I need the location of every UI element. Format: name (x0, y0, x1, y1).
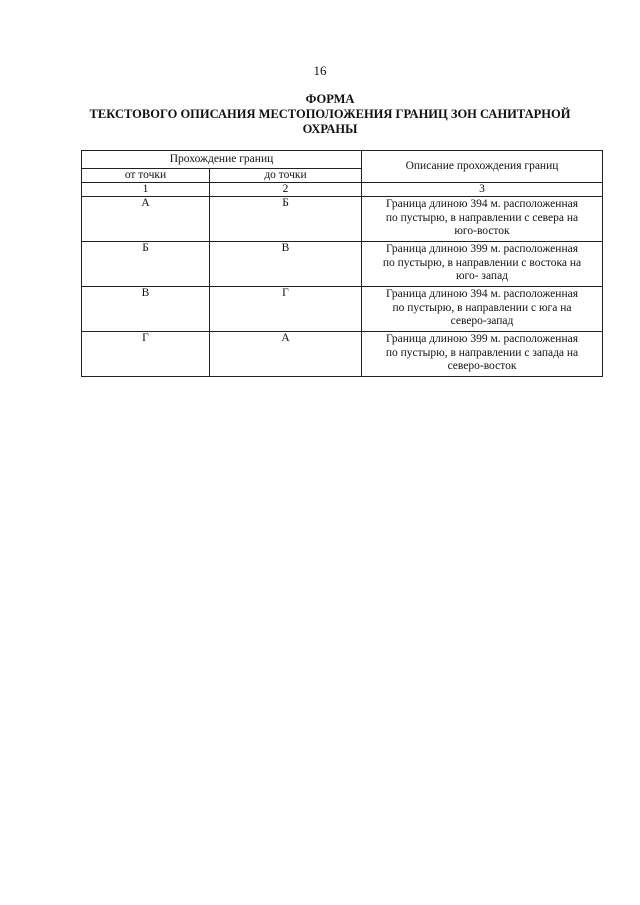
from-point-cell: В (82, 287, 210, 332)
header-to-point: до точки (210, 169, 362, 183)
from-point-cell: А (82, 197, 210, 242)
to-point-cell: Б (210, 197, 362, 242)
from-point-cell: Б (82, 242, 210, 287)
description-cell (362, 332, 603, 377)
description-line: по пустырю, в направлении с запада на (385, 346, 579, 359)
description-line: Граница длиною 394 м. расположенная (385, 198, 578, 210)
title-line-3: ОХРАНЫ (302, 122, 358, 136)
title-line-2: ТЕКСТОВОГО ОПИСАНИЯ МЕСТОПОЛОЖЕНИЯ ГРАНИЦ ЗОН САНИТАРНОЙ (89, 107, 571, 121)
description-line: по пустырю, в направлении с юга на (392, 301, 572, 314)
description-line: северо-запад (450, 315, 514, 327)
boundary-description-table (81, 150, 603, 377)
header-description: Описание прохождения границ (362, 151, 603, 183)
description-line: юго-восток (454, 225, 510, 237)
table-row (82, 287, 603, 332)
description-line: Граница длиною 399 м. расположенная (385, 243, 578, 255)
description-line: Граница длиною 399 м. расположенная (385, 333, 578, 345)
column-number-3: 3 (362, 183, 603, 197)
description-cell (362, 287, 603, 332)
column-number-1: 1 (82, 183, 210, 197)
to-point-cell: В (210, 242, 362, 287)
description-line: по пустырю, в направлении с востока на (382, 256, 582, 269)
description-cell (362, 242, 603, 287)
table-row (82, 197, 603, 242)
title-line-1: ФОРМА (305, 92, 355, 106)
page-number: 16 (313, 63, 327, 78)
description-line: юго- запад (455, 270, 509, 282)
description-line: по пустырю, в направлении с севера на (385, 211, 579, 224)
table-row (82, 242, 603, 287)
to-point-cell: А (210, 332, 362, 377)
table-column-number-row (82, 183, 603, 197)
document-title (70, 92, 590, 137)
table-row (82, 332, 603, 377)
description-line: северо-восток (447, 360, 517, 372)
description-line: Граница длиною 394 м. расположенная (385, 288, 578, 300)
header-passage: Прохождение границ (82, 151, 362, 169)
table-header-row (82, 151, 603, 169)
header-from-point: от точки (82, 169, 210, 183)
description-cell (362, 197, 603, 242)
column-number-2: 2 (210, 183, 362, 197)
from-point-cell: Г (82, 332, 210, 377)
to-point-cell: Г (210, 287, 362, 332)
